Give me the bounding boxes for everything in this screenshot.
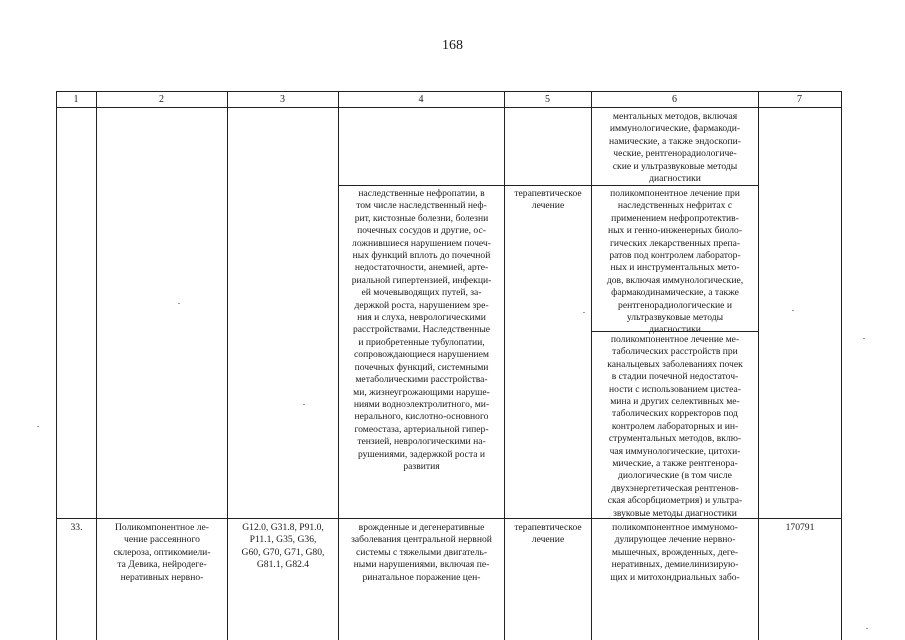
text-line: расстройствами. Наследственные: [352, 324, 491, 336]
text-line: склероза, оптикомиели-: [113, 546, 211, 558]
col-border-0: [56, 91, 57, 640]
text-line: диагностики: [649, 173, 701, 185]
text-line: в стадии почечной недостаточ-: [611, 371, 739, 383]
row3-cost-cell: 170791: [785, 522, 815, 533]
text-line: применением нефропротектив-: [611, 212, 739, 224]
col-border-6: [758, 91, 759, 640]
text-line: G81.1, G82.4: [256, 559, 310, 571]
text-line: рушениями, задержкой роста и: [357, 448, 486, 460]
text-line: ультразвуковые методы: [626, 312, 724, 324]
text-line: ными нарушениями, включая пе-: [353, 559, 490, 571]
text-line: том числе наследственный неф-: [356, 200, 487, 212]
text-line: ратов под контролем лаборатор-: [609, 250, 741, 262]
row3-name-cell: [97, 522, 227, 584]
page-number: 168: [442, 38, 463, 53]
text-line: ментальных методов, включая: [612, 111, 738, 122]
text-line: G60, G70, G71, G80,: [241, 546, 325, 558]
text-line: риальной гипертензией, инфекци-: [351, 274, 492, 286]
text-line: развития: [403, 460, 440, 472]
speck: [178, 303, 180, 304]
text-line: чая иммунологические, цитохи-: [609, 445, 741, 457]
text-line: мические, а также рентгенора-: [612, 458, 738, 470]
text-line: таболических корректоров под: [612, 408, 738, 420]
text-line: рентгенорадиологические и: [618, 299, 732, 311]
text-line: контролем лабораторных и ин-: [611, 420, 739, 432]
text-line: держкой роста, нарушением зре-: [354, 299, 489, 311]
text-line: тензией, неврологическими на-: [357, 436, 486, 448]
text-line: неративных нервно-: [120, 571, 204, 583]
header-bottom-border: [56, 107, 842, 108]
row1-methods-cell: [592, 111, 758, 185]
text-line: дов, включая иммунологические,: [606, 274, 744, 286]
text-line: ей мочевыводящих путей, за-: [361, 287, 482, 299]
row2-method-b-cell: [592, 334, 758, 520]
text-line: струментальных методов, вклю-: [608, 433, 742, 445]
text-line: ниями водноэлектролитного, ми-: [353, 398, 490, 410]
text-line: намические, а также эндоскопи-: [609, 135, 741, 147]
speck: [303, 404, 305, 405]
text-line: ринатальное поражение цен-: [362, 571, 481, 583]
header-col-6: 6: [672, 94, 677, 105]
text-line: лечение: [531, 200, 565, 212]
text-line: ческие, рентгенорадиологиче-: [613, 148, 737, 160]
text-line: G12.0, G31.8, P91.0,: [242, 522, 324, 533]
text-line: наследственных нефритах с: [617, 200, 733, 212]
text-line: та Девика, нейродеге-: [117, 559, 207, 571]
text-line: ных и генно-инженерных биоло-: [607, 225, 743, 237]
row3-codes-cell: [228, 522, 338, 572]
text-line: терапевтическое: [514, 188, 582, 199]
text-line: иммунологические, фармакоди-: [609, 123, 741, 135]
text-line: почечных сосудов и другие, ос-: [357, 225, 486, 237]
text-line: поликомпонентное иммуномо-: [612, 522, 738, 533]
text-line: сопровождающиеся нарушением: [354, 349, 489, 361]
text-line: системы с тяжелыми двигатель-: [355, 546, 488, 558]
speck: [583, 312, 585, 313]
text-line: заболевания центральной нервной: [351, 534, 492, 546]
row3-number-cell: 33.: [70, 522, 83, 533]
header-col-4: 4: [418, 94, 424, 105]
row3-method-cell: [592, 522, 758, 584]
text-line: ложнившиеся нарушением почеч-: [352, 237, 491, 249]
text-line: терапевтическое: [514, 522, 582, 533]
text-line: рит, кистозные болезни, болезни: [354, 212, 489, 224]
row2-treatment-type-cell: [505, 188, 591, 213]
col-border-7: [841, 91, 842, 640]
text-line: нерального, кислотно-основного: [354, 411, 489, 423]
text-line: поликомпонентное лечение ме-: [610, 334, 740, 345]
text-line: наследственные нефропатии, в: [358, 188, 485, 199]
text-line: ных и инструментальных мето-: [610, 262, 740, 274]
text-line: гических лекарственных препа-: [609, 237, 741, 249]
row3-treatment-type-cell: [505, 522, 591, 547]
text-line: гомеостаза, артериальной гипер-: [354, 423, 489, 435]
row2-method-a-cell: [592, 188, 758, 337]
text-line: почечных функций, системными: [354, 361, 489, 373]
text-line: лечение: [531, 534, 565, 546]
speck: [866, 628, 868, 629]
text-line: дулирующее лечение нервно-: [614, 534, 736, 546]
text-line: канальцевых заболеваниях почек: [607, 358, 743, 370]
speck: [792, 310, 794, 311]
text-line: метаболическими расстройства-: [355, 374, 488, 386]
text-line: фармакодинамические, а также: [611, 287, 739, 299]
text-line: ми, жизнеугрожающими наруше-: [353, 386, 490, 398]
text-line: неративных, демиелинизирую-: [611, 559, 739, 571]
row2-diagnosis-cell: [339, 188, 504, 473]
header-col-7: 7: [797, 94, 802, 105]
text-line: ская абсорбциометрия) и ультра-: [607, 495, 743, 507]
text-line: двухэнергетическая рентгенов-: [611, 482, 739, 494]
text-line: недостаточности, анемией, арте-: [354, 262, 489, 274]
col-border-4: [504, 91, 505, 640]
text-line: врожденные и дегенеративные: [358, 522, 485, 533]
header-col-2: 2: [159, 94, 164, 105]
header-col-1: 1: [73, 94, 79, 105]
text-line: поликомпонентное лечение при: [610, 188, 740, 199]
text-line: таболических расстройств при: [612, 346, 738, 358]
text-line: P11.1, G35, G36,: [249, 534, 317, 546]
text-line: щих и митохондриальных забо-: [610, 571, 740, 583]
speck: [37, 426, 39, 427]
text-line: мина и других селективных ме-: [610, 396, 740, 408]
text-line: диагностики: [649, 324, 701, 336]
text-line: Поликомпонентное ле-: [115, 522, 209, 533]
text-line: ские и ультразвуковые методы: [612, 160, 738, 172]
text-line: ности с использованием цистеа-: [609, 383, 741, 395]
speck: [863, 338, 865, 339]
text-line: ных функций вплоть до почечной: [352, 250, 491, 262]
text-line: ния и слуха, неврологическими: [357, 312, 486, 324]
header-col-3: 3: [280, 94, 285, 105]
row3-diagnosis-cell: [339, 522, 504, 584]
text-line: и приобретенные тубулопатии,: [358, 336, 485, 348]
header-col-5: 5: [545, 94, 550, 105]
text-line: диологические (в том числе: [618, 470, 732, 482]
text-line: мышечных, врожденных, деге-: [611, 546, 739, 558]
text-line: чение рассеянного: [124, 534, 200, 546]
text-line: звуковые методы диагностики: [613, 507, 737, 519]
